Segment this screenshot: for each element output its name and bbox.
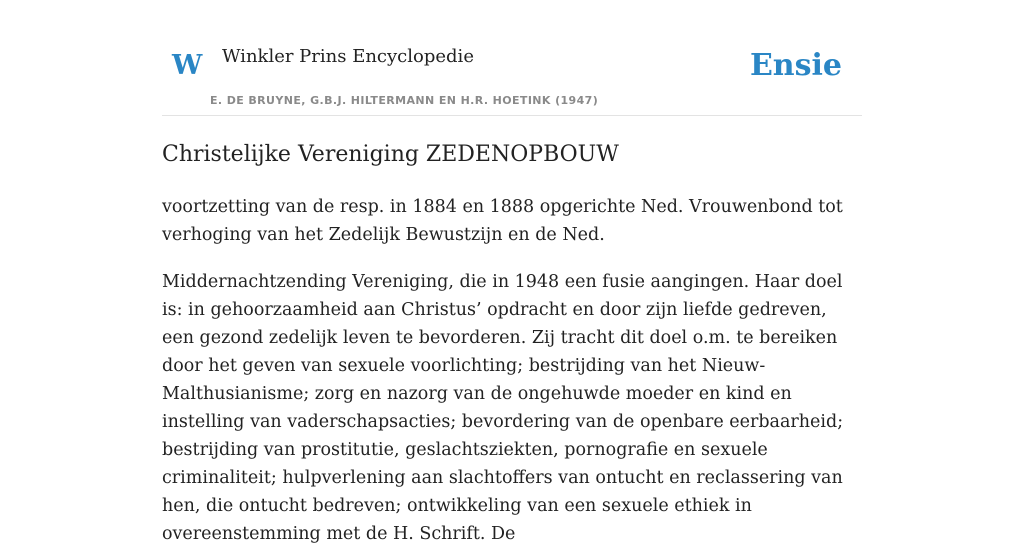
article-paragraph-2: Middernachtzending Vereniging, die in 1948 een fusie aangingen. Haar doel is: in gehoorzaamheid aan Christus’ opdracht en door zijn liefde gedreven, een gezond zedelijk leven te bevorderen. Zij tracht dit doel o.m. te bereiken door het geven van sexuele voorlichting; bestrijding van het Nieuw-Malthusianisme; zorg en nazorg van de ongehuwde moeder en kind en instelling van vaderschapsacties; bevordering van de openbare eerbaarheid; bestrijding van prostitutie, geslachtsziekten, pornografie en sexuele criminaliteit; hulpverlening aan slachtoffers van ontucht en reclassering van hen, die ontucht bedreven; ontwikkeling van een sexuele ethiek in overeenstemming met de H. Schrift. De <box>162 272 844 544</box>
publication-authors: E. DE BRUYNE, G.B.J. HILTERMANN EN H.R. HOETINK (1947) <box>210 94 599 107</box>
article-paragraph-1: voortzetting van de resp. in 1884 en 1888 opgerichte Ned. Vrouwenbond tot verhoging van het Zedelijk Bewustzijn en de Ned. <box>162 197 843 245</box>
encyclopedia-logo-w[interactable]: W <box>172 50 203 81</box>
article-title: Christelijke Vereniging ZEDENOPBOUW <box>162 142 619 167</box>
article <box>162 140 862 548</box>
ensie-logo[interactable]: Ensie <box>749 48 842 83</box>
publication-title[interactable]: Winkler Prins Encyclopedie <box>222 46 474 67</box>
header <box>162 36 862 116</box>
